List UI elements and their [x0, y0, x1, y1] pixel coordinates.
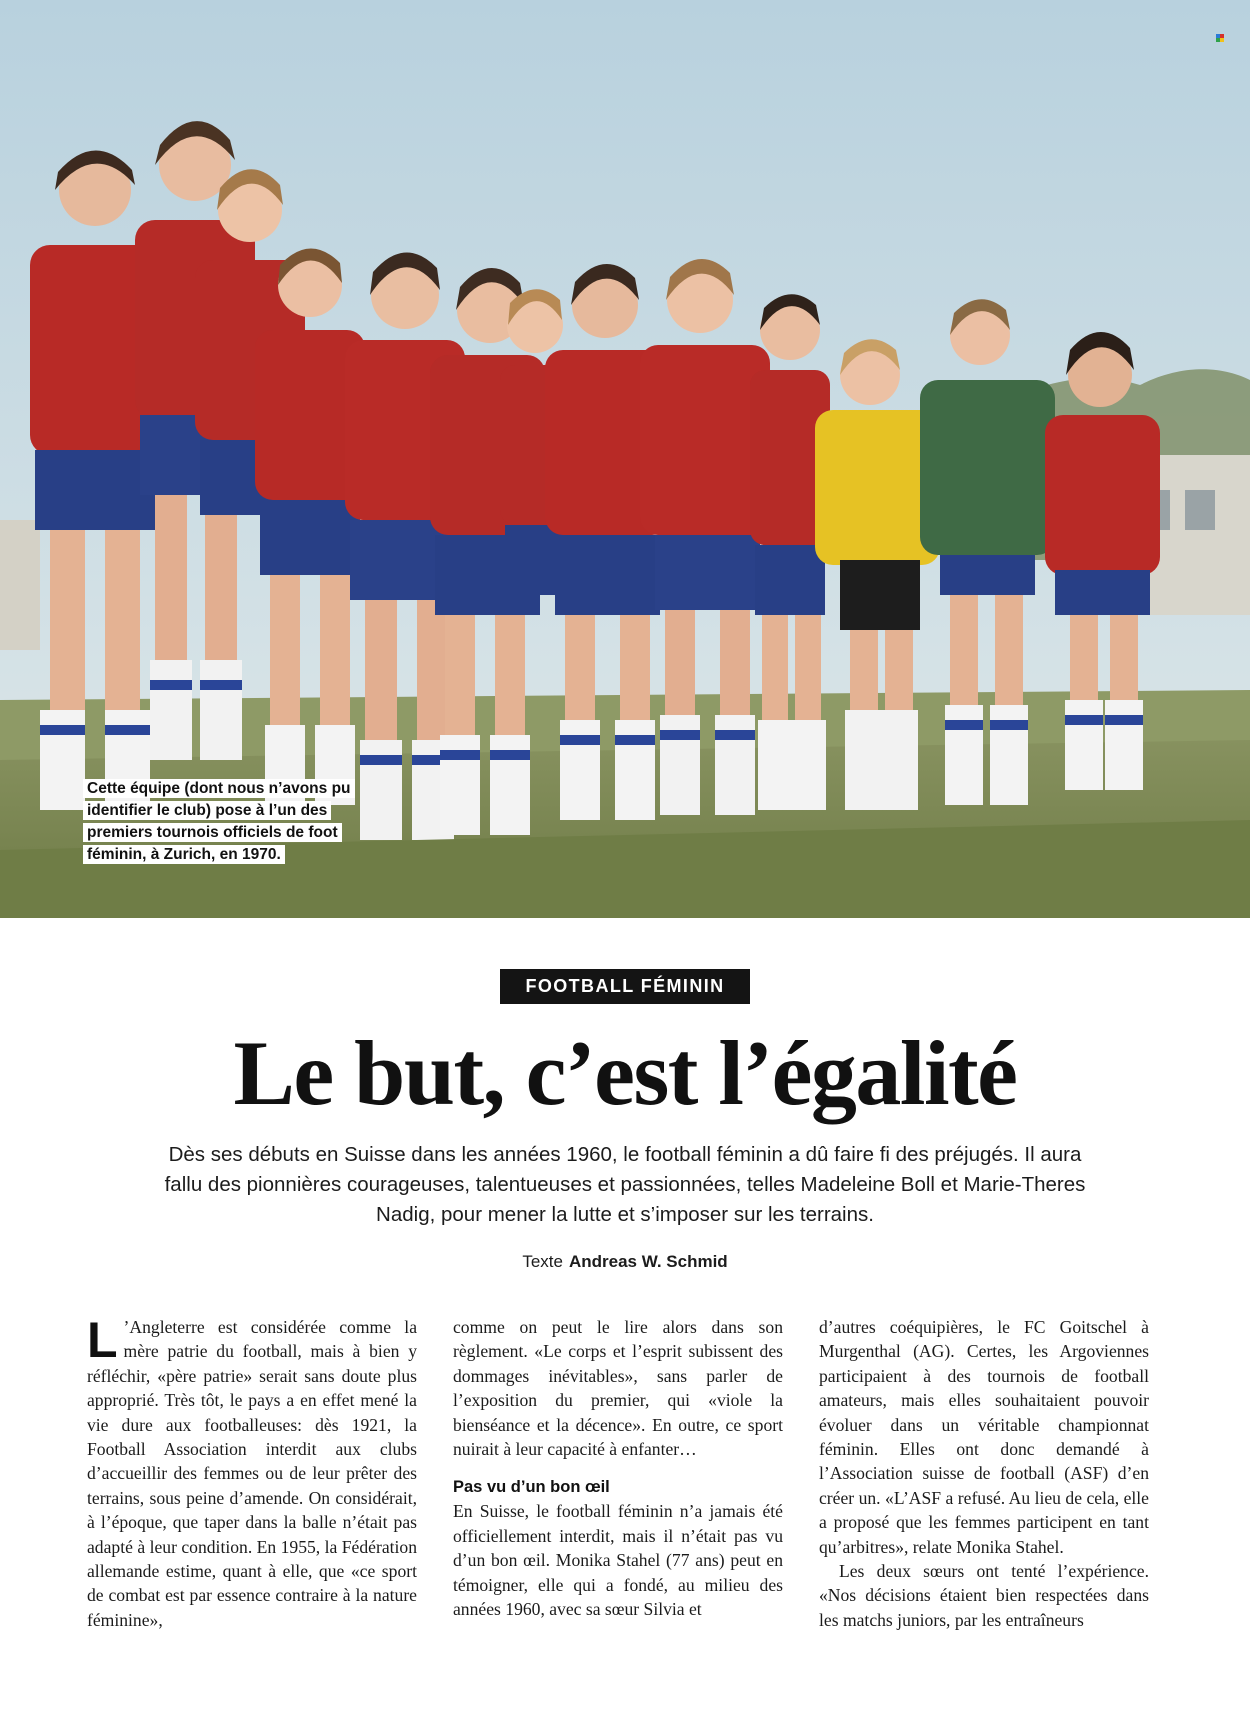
article-paragraph: d’autres coéquipières, le FC Goitschel à Murgenthal (AG). Certes, les Argoviennes participaient à des tournois de football amateurs, mais elles souhaitaient pouvoir évoluer dans un véritable championnat féminin. Elles ont donc demandé à l’Association suisse de football (ASF) d’en créer un. «L’ASF a refusé. Au lieu de cela, elle a proposé que les femmes participent en tant qu’arbitres», relate Monika Stahel.: [819, 1317, 1149, 1557]
lead-paragraph: Dès ses débuts en Suisse dans les années 1960, le football féminin a dû faire fi des préjugés. Il aura fallu des pionnières courageuses, talentueuses et passionnées, telles Madeleine Boll et Marie-Theres Nadig, pour mener la lutte et s’imposer sur les terrains.: [164, 1143, 1086, 1226]
byline-author: Andreas W. Schmid: [568, 1252, 728, 1271]
article-column-3: [819, 1315, 1149, 1632]
article-column-1: [87, 1312, 417, 1632]
color-registration-mark: [1216, 34, 1224, 42]
drop-cap: L: [87, 1312, 118, 1368]
article-paragraph: En Suisse, le football féminin n’a jamais été officiellement interdit, mais il n’était pas vu d’un bon œil. Monika Stahel (77 ans) peut en témoigner, elle qui a fondé, au milieu des années 1960, avec sa sœur Silvia et: [453, 1501, 783, 1620]
byline: [0, 1250, 1250, 1274]
article-column-2: [453, 1315, 783, 1621]
photo-caption-text: Cette équipe (dont nous n’avons pu identifier le club) pose à l’un des premiers tournois officiels de foot féminin, à Zurich, en 1970.: [83, 779, 355, 864]
section-kicker: FOOTBALL FÉMININ: [500, 969, 750, 1004]
paragraph-text: ’Angleterre est considérée comme la mère patrie du football, mais à bien y réfléchir, «père patrie» serait sans doute plus approprié. Très tôt, le pays a en effet mené la vie dure aux footballeuses: dès 1921, la Football Association interdit aux clubs d’accueillir des femmes ou de leur prêter des terrains, sous peine d’amende. On considérait, à l’époque, que taper dans la balle n’était pas adapté à leur condition. En 1955, la Fédération allemande estime, quant à elle, que «ce sport de combat est par essence contraire à la nature féminine»,: [87, 1317, 417, 1630]
article-paragraph: Les deux sœurs ont tenté l’expérience. «Nos décisions étaient bien respectées dans les matchs juniors, par les entraîneurs: [819, 1561, 1149, 1630]
byline-label: Texte: [522, 1252, 563, 1271]
article-paragraph: comme on peut le lire alors dans son règlement. «Le corps et l’esprit subissent des dommages inévitables», sans parler de l’exposition du premier, qui «viole la bienséance et la décence». En outre, ce sport nuirait à leur capacité à enfanter…: [453, 1317, 783, 1460]
article-subhead: Pas vu d’un bon œil: [453, 1478, 610, 1497]
headline: Le but, c’est l’égalité: [233, 1022, 1017, 1124]
article-paragraph: [87, 1312, 417, 1632]
photo-caption: [83, 778, 368, 866]
